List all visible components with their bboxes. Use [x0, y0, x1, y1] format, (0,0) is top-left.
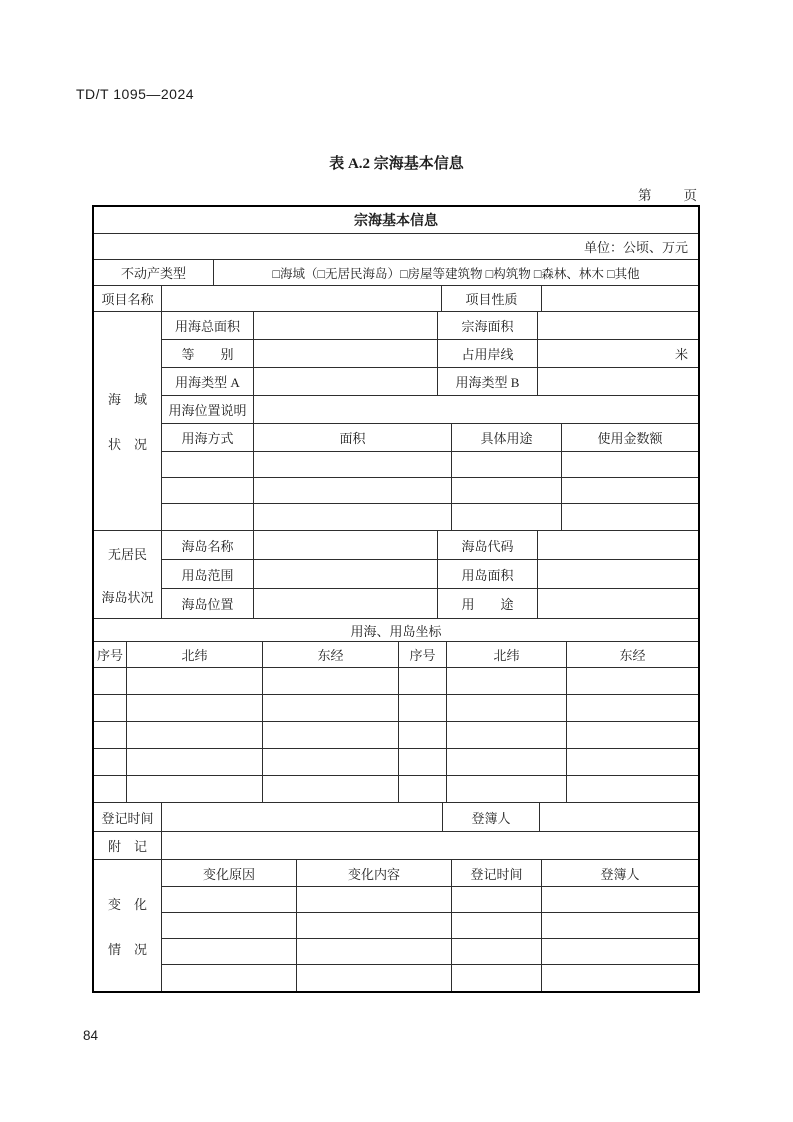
- sea-status-section: [94, 312, 698, 531]
- blank-cell: [263, 722, 399, 748]
- blank-cell: [162, 504, 254, 530]
- value-project-name: [162, 286, 442, 311]
- blank-cell: [452, 939, 542, 964]
- label-island-name: 海岛名称: [162, 531, 254, 559]
- blank-cell: [567, 695, 698, 721]
- blank-cell: [254, 504, 452, 530]
- header-change-content: 变化内容: [297, 860, 452, 886]
- blank-cell: [399, 695, 447, 721]
- blank-cell: [127, 695, 263, 721]
- label-island-purpose: 用 途: [438, 589, 538, 618]
- blank-cell: [297, 913, 452, 938]
- blank-cell: [542, 965, 698, 991]
- label-project-nature: 项目性质: [442, 286, 542, 311]
- doc-number: TD/T 1095—2024: [76, 86, 195, 102]
- coordinates-title: 用海、用岛坐标: [350, 623, 442, 639]
- value-island-purpose: [538, 589, 698, 618]
- blank-cell: [162, 965, 297, 991]
- page-indicator-prefix: 第: [638, 188, 652, 203]
- header-east-lon-2: 东经: [619, 648, 646, 663]
- changes-label-line2: 情 况: [107, 941, 147, 957]
- island-status-side-label: [94, 531, 162, 618]
- blank-cell: [94, 749, 127, 775]
- blank-cell: [399, 749, 447, 775]
- coordinates-blank-row: [94, 749, 698, 776]
- value-island-use-area: [538, 560, 698, 588]
- label-property-type: 不动产类型: [94, 260, 214, 285]
- changes-section: [94, 860, 698, 991]
- label-coastline-occupied: 占用岸线: [438, 340, 538, 367]
- usage-blank-row: [162, 452, 698, 478]
- label-island-location: 海岛位置: [162, 589, 254, 618]
- value-grade: [254, 340, 438, 367]
- sea-parcel-basic-info-form: [92, 205, 700, 993]
- blank-cell: [297, 887, 452, 912]
- sea-status-side-label: [94, 312, 162, 530]
- blank-cell: [447, 695, 567, 721]
- value-coastline-occupied-unit: 米: [674, 347, 688, 362]
- changes-side-label: [94, 860, 162, 991]
- blank-cell: [94, 695, 127, 721]
- coordinates-header-row: [94, 642, 698, 668]
- value-island-name: [254, 531, 438, 559]
- blank-cell: [263, 695, 399, 721]
- blank-cell: [297, 939, 452, 964]
- value-sea-total-area: [254, 312, 438, 339]
- page-number: 84: [83, 1028, 99, 1043]
- value-sea-use-type-b: [538, 368, 698, 395]
- blank-cell: [567, 776, 698, 802]
- label-notes: 附 记: [94, 832, 162, 859]
- table-caption: 表 A.2 宗海基本信息: [329, 156, 464, 172]
- blank-cell: [162, 478, 254, 503]
- value-parcel-area: [538, 312, 698, 339]
- label-sea-use-location: 用海位置说明: [162, 396, 254, 423]
- blank-cell: [447, 722, 567, 748]
- usage-blank-row: [162, 504, 698, 530]
- blank-cell: [542, 887, 698, 912]
- value-registration-time: [162, 803, 443, 831]
- label-registrar: 登簿人: [443, 803, 540, 831]
- header-north-lat-2: 北纬: [447, 642, 567, 667]
- header-specific-use: 具体用途: [452, 424, 562, 451]
- coordinates-blank-row: [94, 776, 698, 803]
- island-status-section: [94, 531, 698, 619]
- value-registrar: [540, 803, 698, 831]
- header-usage-fee: 使用金数额: [597, 431, 663, 446]
- value-sea-use-location: [254, 396, 698, 423]
- blank-cell: [399, 776, 447, 802]
- blank-cell: [452, 452, 562, 477]
- label-registration-time: 登记时间: [94, 803, 162, 831]
- island-status-label-line1: 无居民: [107, 546, 147, 562]
- label-project-name: 项目名称: [94, 286, 162, 311]
- label-island-use-area: 用岛面积: [438, 560, 538, 588]
- header-seq-1: 序号: [94, 642, 127, 667]
- blank-cell: [567, 749, 698, 775]
- header-north-lat-1: 北纬: [127, 642, 263, 667]
- blank-cell: [447, 749, 567, 775]
- page-indicator-suffix: 页: [683, 188, 697, 203]
- blank-cell: [254, 452, 452, 477]
- value-island-location: [254, 589, 438, 618]
- blank-cell: [162, 939, 297, 964]
- blank-cell: [452, 478, 562, 503]
- label-parcel-area: 宗海面积: [438, 312, 538, 339]
- coordinates-blank-row: [94, 722, 698, 749]
- blank-cell: [162, 887, 297, 912]
- form-title: 宗海基本信息: [354, 214, 438, 229]
- blank-cell: [542, 913, 698, 938]
- unit-note: 单位：公顷、万元: [583, 240, 688, 255]
- blank-cell: [542, 939, 698, 964]
- header-sea-use-mode: 用海方式: [162, 424, 254, 451]
- blank-cell: [127, 749, 263, 775]
- blank-cell: [263, 749, 399, 775]
- changes-label-line1: 变 化: [107, 896, 147, 912]
- page-indicator: [638, 184, 697, 204]
- coordinates-blank-row: [94, 695, 698, 722]
- header-change-registrar: 登簿人: [600, 866, 640, 882]
- blank-cell: [162, 913, 297, 938]
- label-island-use-range: 用岛范围: [162, 560, 254, 588]
- value-island-code: [538, 531, 698, 559]
- changes-blank-row: [162, 965, 698, 991]
- value-island-use-range: [254, 560, 438, 588]
- blank-cell: [127, 776, 263, 802]
- value-notes: [162, 832, 698, 859]
- blank-cell: [94, 722, 127, 748]
- blank-cell: [254, 478, 452, 503]
- blank-cell: [297, 965, 452, 991]
- blank-cell: [399, 668, 447, 694]
- changes-blank-row: [162, 939, 698, 965]
- blank-cell: [399, 722, 447, 748]
- blank-cell: [567, 668, 698, 694]
- blank-cell: [263, 776, 399, 802]
- blank-cell: [452, 913, 542, 938]
- header-east-lon-1: 东经: [263, 642, 399, 667]
- blank-cell: [452, 504, 562, 530]
- label-sea-use-type-b: 用海类型 B: [438, 368, 538, 395]
- blank-cell: [127, 722, 263, 748]
- header-area: 面积: [254, 424, 452, 451]
- sea-status-label-line1: 海 域: [107, 392, 147, 407]
- value-project-nature: [542, 286, 698, 311]
- blank-cell: [447, 668, 567, 694]
- usage-blank-row: [162, 478, 698, 504]
- blank-cell: [452, 965, 542, 991]
- blank-cell: [567, 722, 698, 748]
- blank-cell: [562, 504, 698, 530]
- changes-header-row: [162, 860, 698, 887]
- header-seq-2: 序号: [399, 642, 447, 667]
- blank-cell: [452, 887, 542, 912]
- header-change-reason: 变化原因: [162, 860, 297, 886]
- coordinates-blank-row: [94, 668, 698, 695]
- sea-status-label-line2: 状 况: [107, 437, 147, 452]
- label-sea-total-area: 用海总面积: [162, 312, 254, 339]
- island-status-label-line2: 海岛状况: [101, 589, 154, 605]
- blank-cell: [263, 668, 399, 694]
- blank-cell: [447, 776, 567, 802]
- property-type-options: □海域（□无居民海岛）□房屋等建筑物 □构筑物 □森林、林木 □其他: [272, 266, 640, 281]
- label-sea-use-type-a: 用海类型 A: [162, 368, 254, 395]
- blank-cell: [94, 668, 127, 694]
- blank-cell: [127, 668, 263, 694]
- blank-cell: [94, 776, 127, 802]
- blank-cell: [162, 452, 254, 477]
- changes-blank-row: [162, 887, 698, 913]
- label-grade: 等 别: [162, 340, 254, 367]
- header-change-reg-time: 登记时间: [452, 860, 542, 886]
- blank-cell: [562, 452, 698, 477]
- changes-blank-row: [162, 913, 698, 939]
- value-sea-use-type-a: [254, 368, 438, 395]
- label-island-code: 海岛代码: [438, 531, 538, 559]
- blank-cell: [562, 478, 698, 503]
